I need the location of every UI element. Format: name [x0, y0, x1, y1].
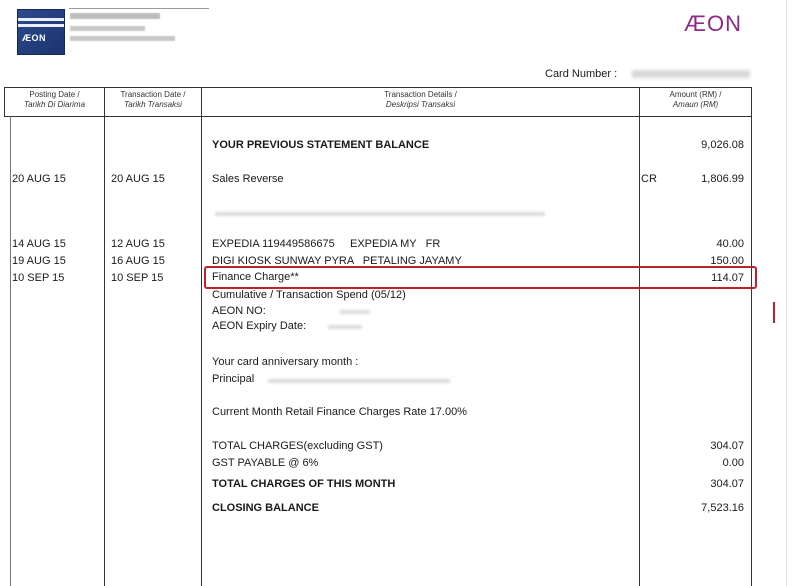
transaction-amount: 1,806.99: [701, 173, 744, 185]
transaction-details: DIGI KIOSK SUNWAY PYRA PETALING JAYAMY: [212, 255, 462, 267]
posting-date: 10 SEP 15: [12, 272, 65, 284]
posting-date: 19 AUG 15: [12, 255, 66, 267]
month-charges-label: TOTAL CHARGES OF THIS MONTH: [212, 478, 396, 490]
aeon-number-label: AEON NO:: [212, 305, 266, 317]
col-header-transaction-date: Transaction Date / Tarikh Transaksi: [120, 90, 186, 109]
gst-label: GST PAYABLE @ 6%: [212, 457, 319, 469]
aeon-logo: [17, 9, 65, 55]
redacted-line: [215, 212, 545, 216]
address-divider: [69, 8, 209, 9]
col-header-amount: Amount (RM) / Amaun (RM): [669, 90, 722, 109]
cumulative-spend: Cumulative / Transaction Spend (05/12): [212, 289, 406, 301]
gst-amount: 0.00: [722, 457, 744, 469]
total-charges-label: TOTAL CHARGES(excluding GST): [212, 440, 383, 452]
credit-marker: CR: [641, 173, 657, 185]
left-margin-line: [10, 116, 11, 586]
transaction-date: 20 AUG 15: [111, 173, 165, 185]
retail-rate: Current Month Retail Finance Charges Rate 17.00%: [212, 406, 467, 418]
anniversary-month: Your card anniversary month :: [212, 356, 359, 368]
transaction-amount: 40.00: [716, 238, 744, 250]
address-line-1: [70, 13, 160, 19]
col-header-posting: Posting Date / Tarikh Di Diarima: [23, 90, 86, 109]
col-header-details: Transaction Details / Deskripsi Transaksi: [384, 90, 457, 109]
card-number-redacted: [632, 70, 750, 78]
address-line-3: [70, 36, 175, 41]
address-line-2: [70, 26, 145, 31]
brand-logo: ÆON: [684, 11, 742, 36]
finance-charge-amount: 114.07: [711, 272, 744, 284]
transaction-date: 12 AUG 15: [111, 238, 165, 250]
closing-balance-label: CLOSING BALANCE: [212, 502, 319, 514]
margin-red-mark: [773, 302, 775, 323]
card-number-label: Card Number :: [545, 68, 618, 80]
finance-charge-highlight: [204, 266, 757, 289]
previous-balance-amount: 9,026.08: [701, 139, 744, 151]
col-border-1: [104, 87, 105, 586]
posting-date: 20 AUG 15: [12, 173, 66, 185]
closing-balance-amount: 7,523.16: [701, 502, 744, 514]
expiry-date-label: AEON Expiry Date:: [212, 320, 307, 332]
posting-date: 14 AUG 15: [12, 238, 66, 250]
finance-charge-label: Finance Charge**: [212, 271, 299, 283]
aeon-number-redacted: [340, 310, 370, 314]
col-border-2: [201, 87, 202, 586]
col-border-3: [639, 87, 640, 586]
transaction-details: Sales Reverse: [212, 173, 284, 185]
total-charges-amount: 304.07: [710, 440, 744, 452]
transaction-date: 10 SEP 15: [111, 272, 164, 284]
principal-redacted: [268, 379, 450, 383]
page-edge: [786, 0, 787, 586]
transaction-amount: 150.00: [710, 255, 744, 267]
col-border-right: [751, 87, 752, 586]
expiry-date-redacted: [328, 325, 362, 329]
previous-balance-label: YOUR PREVIOUS STATEMENT BALANCE: [212, 139, 430, 151]
logo-text: ÆON: [22, 33, 46, 43]
month-charges-amount: 304.07: [710, 478, 744, 490]
principal-label: Principal: [212, 373, 255, 385]
transaction-details: EXPEDIA 119449586675 EXPEDIA MY FR: [212, 238, 441, 250]
transaction-date: 16 AUG 15: [111, 255, 165, 267]
